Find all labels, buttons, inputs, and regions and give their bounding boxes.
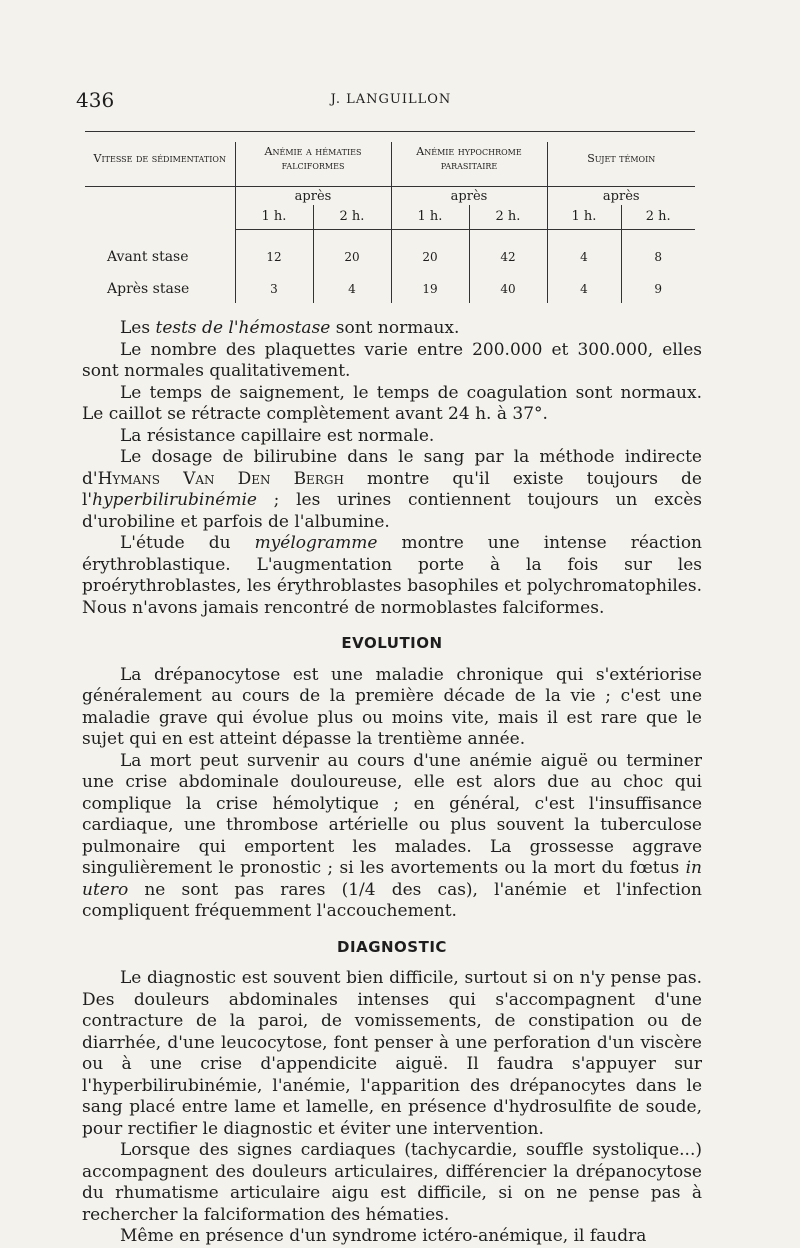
table-subhead-1h: 1 h. <box>547 205 621 229</box>
text: ne sont pas rares (1/4 des cas), l'anémie et l'infection compliquent fréquemment l'accouchement. <box>82 879 702 921</box>
table-cell: 20 <box>313 229 391 275</box>
table-cell: 3 <box>235 275 313 303</box>
text: Le dosage de bilirubine dans le sang par la méthode indirecte d' <box>82 447 702 489</box>
page-number: 436 <box>76 88 115 112</box>
table-cell: 9 <box>621 275 695 303</box>
table-row-label: Avant stase <box>107 249 189 265</box>
section-heading-evolution: EVOLUTION <box>341 634 443 652</box>
table-cell: 8 <box>621 229 695 275</box>
paragraph: Même en présence d'un syndrome ictéro-anémique, il faudra <box>120 1226 647 1246</box>
table-head-hypochrome: Anémie hypochrome parasitaire <box>391 142 547 176</box>
italic-term: tests de l'hémostase <box>155 318 331 338</box>
table-subhead-2h: 2 h. <box>313 205 391 229</box>
table-cell: 19 <box>391 275 469 303</box>
table-subhead-1h: 1 h. <box>391 205 469 229</box>
table-cell: 4 <box>547 275 621 303</box>
paragraph <box>82 447 702 533</box>
paragraph <box>82 751 702 923</box>
italic-term: myélogramme <box>254 533 378 553</box>
running-head: J. LANGUILLON <box>330 92 452 107</box>
paragraph: Le temps de saignement, le temps de coagulation sont normaux. Le caillot se rétracte complètement avant 24 h. à 37°. <box>82 382 702 424</box>
table-subhead-1h: 1 h. <box>235 205 313 229</box>
table-head-falciform: Anémie a hématies falciformes <box>235 142 391 176</box>
table-subhead-2h: 2 h. <box>621 205 695 229</box>
table-cell: 20 <box>391 229 469 275</box>
table-subhead-2h: 2 h. <box>469 205 547 229</box>
paragraph: La résistance capillaire est normale. <box>120 425 435 446</box>
text: montre qu'il existe toujours de l' <box>82 468 702 510</box>
paragraph: Le nombre des plaquettes varie entre 200.000 et 300.000, elles sont normales qualitativement. <box>82 339 702 381</box>
section-heading-diagnostic: DIAGNOSTIC <box>337 937 447 956</box>
sedimentation-table <box>85 131 695 303</box>
table-cell: 4 <box>313 275 391 303</box>
text: sont normaux. <box>330 318 460 338</box>
table-row-label: Après stase <box>107 281 190 297</box>
table-head-witness: Sujet témoin <box>547 142 695 176</box>
table-cell: 42 <box>469 229 547 275</box>
text: Les <box>120 318 156 338</box>
paragraph: Lorsque des signes cardiaques (tachycardie, souffle systolique...) accompagnent des douleurs articulaires, différencier la drépanocytose du rhumatisme articulaire aigu est difficile, si on ne pense pas à rechercher la falciformation des hématies. <box>82 1140 702 1225</box>
page-header <box>76 88 706 112</box>
table-cell: 40 <box>469 275 547 303</box>
table-subhead-apres: après <box>547 187 695 206</box>
paragraph: La drépanocytose est une maladie chronique qui s'extériorise généralement au cours de la première décade de la vie ; c'est une maladie grave qui évolue plus ou moins vite, mais il est rare que le sujet qui en est atteint dépasse la trentième année. <box>82 664 702 749</box>
table-subhead-apres: après <box>391 187 547 206</box>
italic-term: in utero <box>82 858 702 900</box>
author-name: Hymans Van Den Bergh <box>97 468 344 489</box>
table-head-sedimentation: Vitesse de sédimentation <box>93 152 226 165</box>
paragraph <box>82 318 702 340</box>
body-text <box>82 318 702 1248</box>
table-cell: 4 <box>547 229 621 275</box>
text: ; les urines contiennent toujours un excès d'urobiline et parfois de l'albumine. <box>82 490 702 532</box>
text: montre une intense réaction érythroblastique. L'augmentation porte à la fois sur les proérythroblastes, les érythroblastes basophiles et polychromatophiles. Nous n'avons jamais rencontré de normoblastes falciformes. <box>82 533 703 618</box>
table-subhead-apres: après <box>235 187 391 206</box>
text: La mort peut survenir au cours d'une anémie aiguë ou terminer une crise abdominale douloureuse, elle est alors due au choc qui complique la crise hémolytique ; en général, c'est l'insuffisance cardiaque, une thrombose artérielle ou plus souvent la tuberculose pulmonaire qui emportent les malades. La grossesse aggrave singulièrement le pronostic ; si les avortements ou la mort du fœtus <box>82 750 702 878</box>
italic-term: hyperbilirubinémie <box>92 490 257 510</box>
text: L'étude du <box>120 533 255 553</box>
table-cell: 12 <box>235 229 313 275</box>
paragraph <box>82 533 702 619</box>
paragraph: Le diagnostic est souvent bien difficile, surtout si on n'y pense pas. Des douleurs abdominales intenses qui s'accompagnent d'une contracture de la paroi, de vomissements, de constipation ou de diarrhée, d'une leucocytose, font penser à une perforation d'un viscère ou à une crise d'appendicite aiguë. Il faudra s'appuyer sur l'hyperbilirubinémie, l'anémie, l'apparition des drépanocytes dans le sang placé entre lame et lamelle, en présence d'hydrosulfite de soude, pour rectifier le diagnostic et éviter une intervention. <box>82 968 702 1139</box>
